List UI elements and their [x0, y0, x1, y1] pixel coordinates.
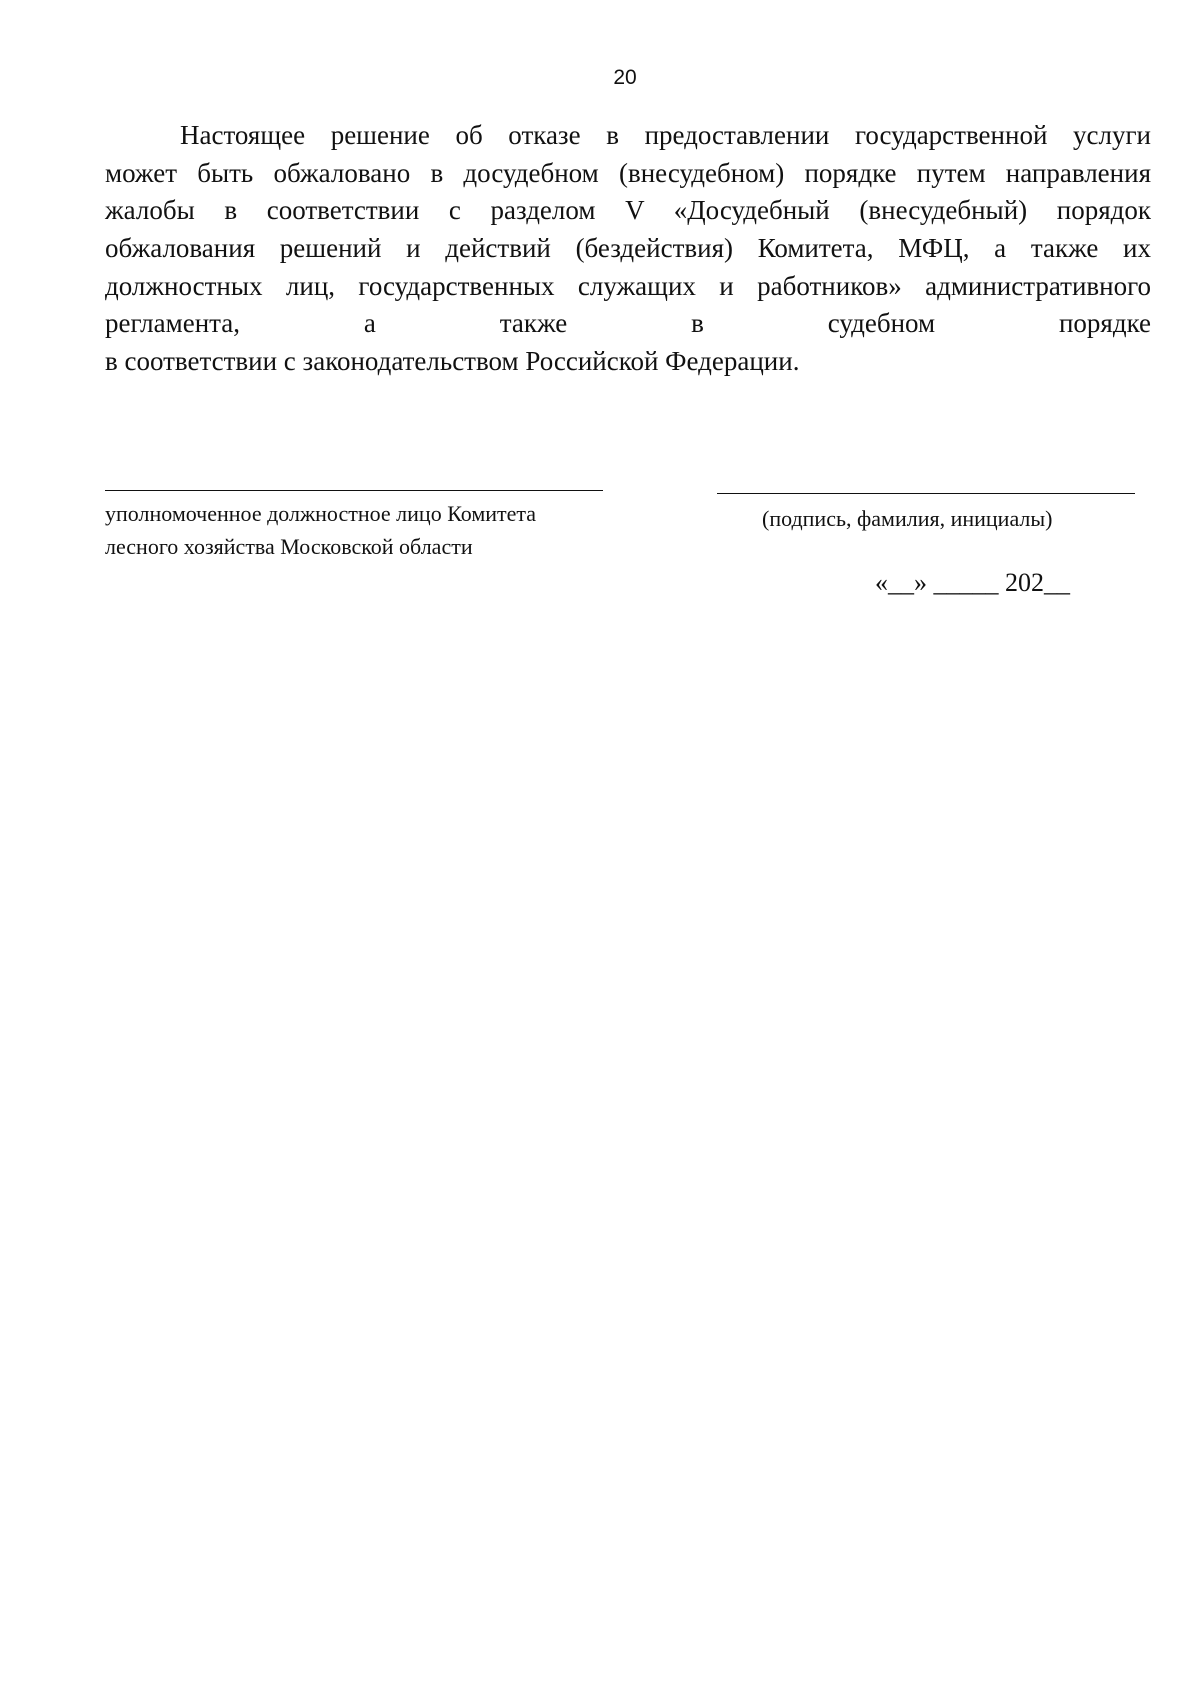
- official-name-blank-line: [105, 490, 603, 491]
- official-title-line: уполномоченное должностное лицо Комитета: [105, 501, 537, 526]
- date-placeholder: «__» _____ 202__: [875, 568, 1070, 597]
- paragraph-line: жалобы в соответствии с разделом V «Досудебный (внесудебный) порядок: [105, 195, 1151, 226]
- signature-blank-line: [717, 493, 1135, 494]
- signature-caption: (подпись, фамилия, инициалы): [762, 506, 1053, 531]
- paragraph-line: регламента, а также в судебном порядке: [105, 308, 1151, 339]
- paragraph-line: в соответствии с законодательством Российской Федерации.: [105, 346, 800, 377]
- paragraph-line: может быть обжаловано в досудебном (внесудебном) порядке путем направления: [105, 157, 1151, 188]
- paragraph-line: Настоящее решение об отказе в предоставлении государственной услуги: [180, 120, 1151, 150]
- refusal-appeal-paragraph: [105, 117, 1151, 381]
- official-title-line: лесного хозяйства Московской области: [105, 534, 473, 559]
- paragraph-line: должностных лиц, государственных служащих и работников» административного: [105, 270, 1151, 301]
- page-number: 20: [613, 66, 637, 89]
- paragraph-line: обжалования решений и действий (бездействия) Комитета, МФЦ, а также их: [105, 233, 1151, 264]
- official-title-label: [105, 497, 536, 563]
